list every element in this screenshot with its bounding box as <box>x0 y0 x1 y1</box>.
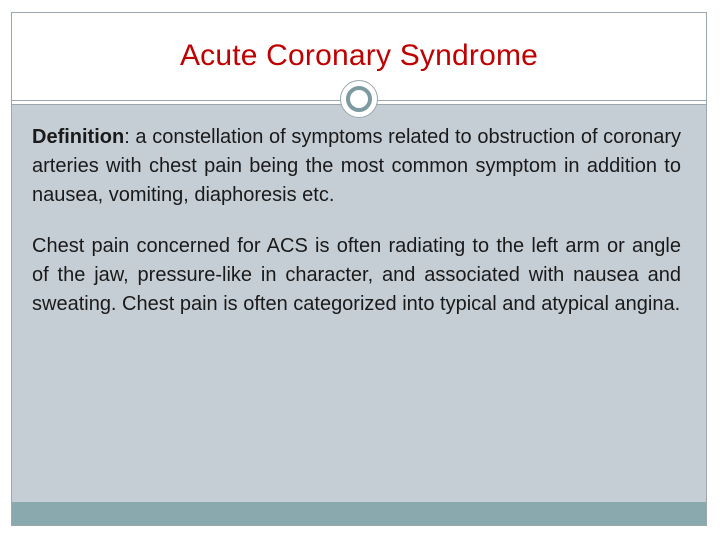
circle-ornament-icon <box>340 80 378 118</box>
slide-title: Acute Coronary Syndrome <box>179 39 539 72</box>
body-text <box>32 123 681 341</box>
slide <box>11 12 707 526</box>
definition-text: : a constellation of symptoms related to obstruction of coronary arteries with chest pain being the most common symptom in addition to nausea, vomiting, diaphoresis etc. <box>32 126 681 206</box>
definition-paragraph <box>32 123 681 210</box>
chest-pain-paragraph: Chest pain concerned for ACS is often radiating to the left arm or angle of the jaw, pressure-like in character, and associated with nausea and sweating. Chest pain is often categorized into typical and atypical angina. <box>32 235 681 315</box>
footer-bar <box>12 502 706 525</box>
circle-ornament-ring <box>346 86 372 112</box>
definition-term: Definition <box>32 126 125 148</box>
